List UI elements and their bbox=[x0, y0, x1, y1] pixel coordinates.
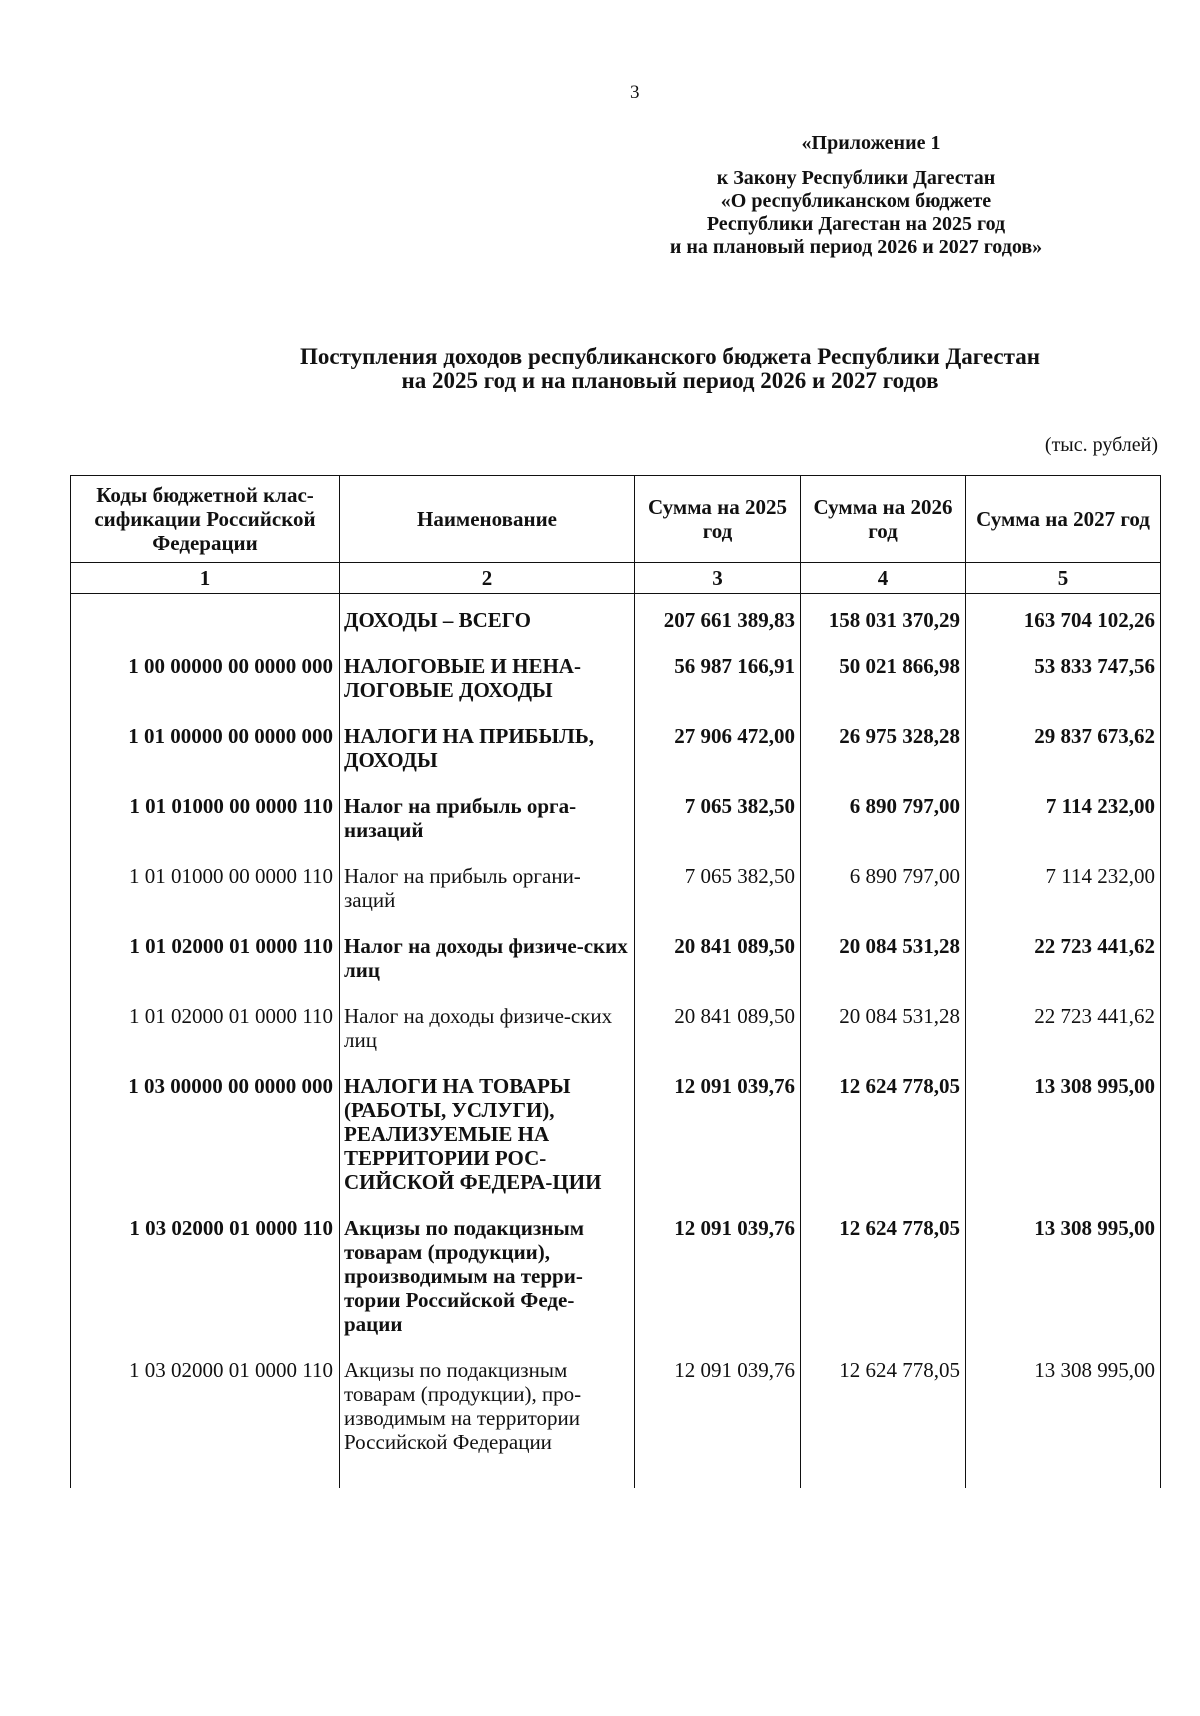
column-number: 1 bbox=[71, 563, 340, 594]
cell-2027: 22 723 441,62 bbox=[966, 924, 1161, 994]
cell-2025: 207 661 389,83 bbox=[635, 594, 801, 645]
cell-2027: 53 833 747,56 bbox=[966, 644, 1161, 714]
cell-code: 1 01 00000 00 0000 000 bbox=[71, 714, 340, 784]
header-2025: Сумма на 2025 год bbox=[635, 476, 801, 563]
table-row bbox=[71, 594, 1161, 645]
cell-2025: 20 841 089,50 bbox=[635, 994, 801, 1064]
cell-2027: 7 114 232,00 bbox=[966, 784, 1161, 854]
cell-2025: 27 906 472,00 bbox=[635, 714, 801, 784]
table-row bbox=[71, 644, 1161, 714]
cell-2027: 29 837 673,62 bbox=[966, 714, 1161, 784]
table-row bbox=[71, 1064, 1161, 1206]
cell-2025: 12 091 039,76 bbox=[635, 1206, 801, 1348]
cell-2025: 12 091 039,76 bbox=[635, 1064, 801, 1206]
cell-code: 1 03 02000 01 0000 110 bbox=[71, 1348, 340, 1488]
document-title bbox=[180, 345, 1160, 393]
table-row bbox=[71, 994, 1161, 1064]
cell-code: 1 01 02000 01 0000 110 bbox=[71, 994, 340, 1064]
header-code: Коды бюджетной клас-сификации Российской Федерации bbox=[71, 476, 340, 563]
cell-2026: 12 624 778,05 bbox=[801, 1348, 966, 1488]
cell-name: Акцизы по подакцизным товарам (продукции), про-изводимым на территории Российской Федерации bbox=[340, 1348, 635, 1488]
header-2026: Сумма на 2026 год bbox=[801, 476, 966, 563]
cell-2026: 12 624 778,05 bbox=[801, 1206, 966, 1348]
cell-2027: 22 723 441,62 bbox=[966, 994, 1161, 1064]
revenue-table bbox=[70, 475, 1161, 1488]
cell-2026: 158 031 370,29 bbox=[801, 594, 966, 645]
cell-code: 1 01 01000 00 0000 110 bbox=[71, 784, 340, 854]
cell-2026: 26 975 328,28 bbox=[801, 714, 966, 784]
cell-code: 1 03 00000 00 0000 000 bbox=[71, 1064, 340, 1206]
appendix-line: Республики Дагестан на 2025 год bbox=[706, 213, 1006, 235]
table-row bbox=[71, 784, 1161, 854]
header-name: Наименование bbox=[340, 476, 635, 563]
header-2027: Сумма на 2027 год bbox=[966, 476, 1161, 563]
cell-2027: 163 704 102,26 bbox=[966, 594, 1161, 645]
cell-2027: 7 114 232,00 bbox=[966, 854, 1161, 924]
cell-name: НАЛОГИ НА ТОВАРЫ (РАБОТЫ, УСЛУГИ), РЕАЛИЗУЕМЫЕ НА ТЕРРИТОРИИ РОС-СИЙСКОЙ ФЕДЕРА-ЦИИ bbox=[340, 1064, 635, 1206]
column-number: 5 bbox=[966, 563, 1161, 594]
cell-name: Налог на доходы физиче-ских лиц bbox=[340, 924, 635, 994]
cell-code: 1 03 02000 01 0000 110 bbox=[71, 1206, 340, 1348]
cell-2025: 7 065 382,50 bbox=[635, 854, 801, 924]
appendix-line: «О республиканском бюджете bbox=[720, 190, 992, 212]
cell-2026: 20 084 531,28 bbox=[801, 994, 966, 1064]
title-line-1: Поступления доходов республиканского бюджета Республики Дагестан bbox=[300, 344, 1040, 369]
cell-2026: 6 890 797,00 bbox=[801, 854, 966, 924]
cell-name: Налог на прибыль орга-низаций bbox=[340, 784, 635, 854]
units-label: (тыс. рублей) bbox=[1044, 434, 1158, 456]
appendix-line: к Закону Республики Дагестан bbox=[716, 167, 996, 189]
cell-2026: 6 890 797,00 bbox=[801, 784, 966, 854]
cell-code: 1 01 01000 00 0000 110 bbox=[71, 854, 340, 924]
cell-code: 1 01 02000 01 0000 110 bbox=[71, 924, 340, 994]
appendix-block bbox=[600, 132, 1112, 259]
cell-2027: 13 308 995,00 bbox=[966, 1348, 1161, 1488]
cell-name: НАЛОГОВЫЕ И НЕНА-ЛОГОВЫЕ ДОХОДЫ bbox=[340, 644, 635, 714]
page-number: 3 bbox=[630, 82, 640, 103]
appendix-line: и на плановый период 2026 и 2027 годов» bbox=[669, 236, 1043, 258]
title-line-2: на 2025 год и на плановый период 2026 и 2027 годов bbox=[401, 368, 939, 393]
column-number: 3 bbox=[635, 563, 801, 594]
table-row bbox=[71, 1206, 1161, 1348]
cell-2025: 12 091 039,76 bbox=[635, 1348, 801, 1488]
column-number: 4 bbox=[801, 563, 966, 594]
cell-2025: 56 987 166,91 bbox=[635, 644, 801, 714]
cell-code: 1 00 00000 00 0000 000 bbox=[71, 644, 340, 714]
cell-2025: 20 841 089,50 bbox=[635, 924, 801, 994]
cell-2026: 20 084 531,28 bbox=[801, 924, 966, 994]
cell-2025: 7 065 382,50 bbox=[635, 784, 801, 854]
cell-2026: 50 021 866,98 bbox=[801, 644, 966, 714]
cell-2027: 13 308 995,00 bbox=[966, 1206, 1161, 1348]
cell-2027: 13 308 995,00 bbox=[966, 1064, 1161, 1206]
table-row bbox=[71, 1348, 1161, 1488]
cell-name: ДОХОДЫ – ВСЕГО bbox=[340, 594, 635, 645]
cell-name: Акцизы по подакцизным товарам (продукции), производимым на терри-тории Российской Феде-рации bbox=[340, 1206, 635, 1348]
column-number: 2 bbox=[340, 563, 635, 594]
appendix-title: «Приложение 1 bbox=[801, 132, 941, 154]
cell-name: Налог на доходы физиче-ских лиц bbox=[340, 994, 635, 1064]
cell-name: Налог на прибыль органи-заций bbox=[340, 854, 635, 924]
cell-2026: 12 624 778,05 bbox=[801, 1064, 966, 1206]
table-row bbox=[71, 854, 1161, 924]
table-row bbox=[71, 714, 1161, 784]
cell-code bbox=[71, 594, 340, 645]
cell-name: НАЛОГИ НА ПРИБЫЛЬ, ДОХОДЫ bbox=[340, 714, 635, 784]
table-row bbox=[71, 924, 1161, 994]
